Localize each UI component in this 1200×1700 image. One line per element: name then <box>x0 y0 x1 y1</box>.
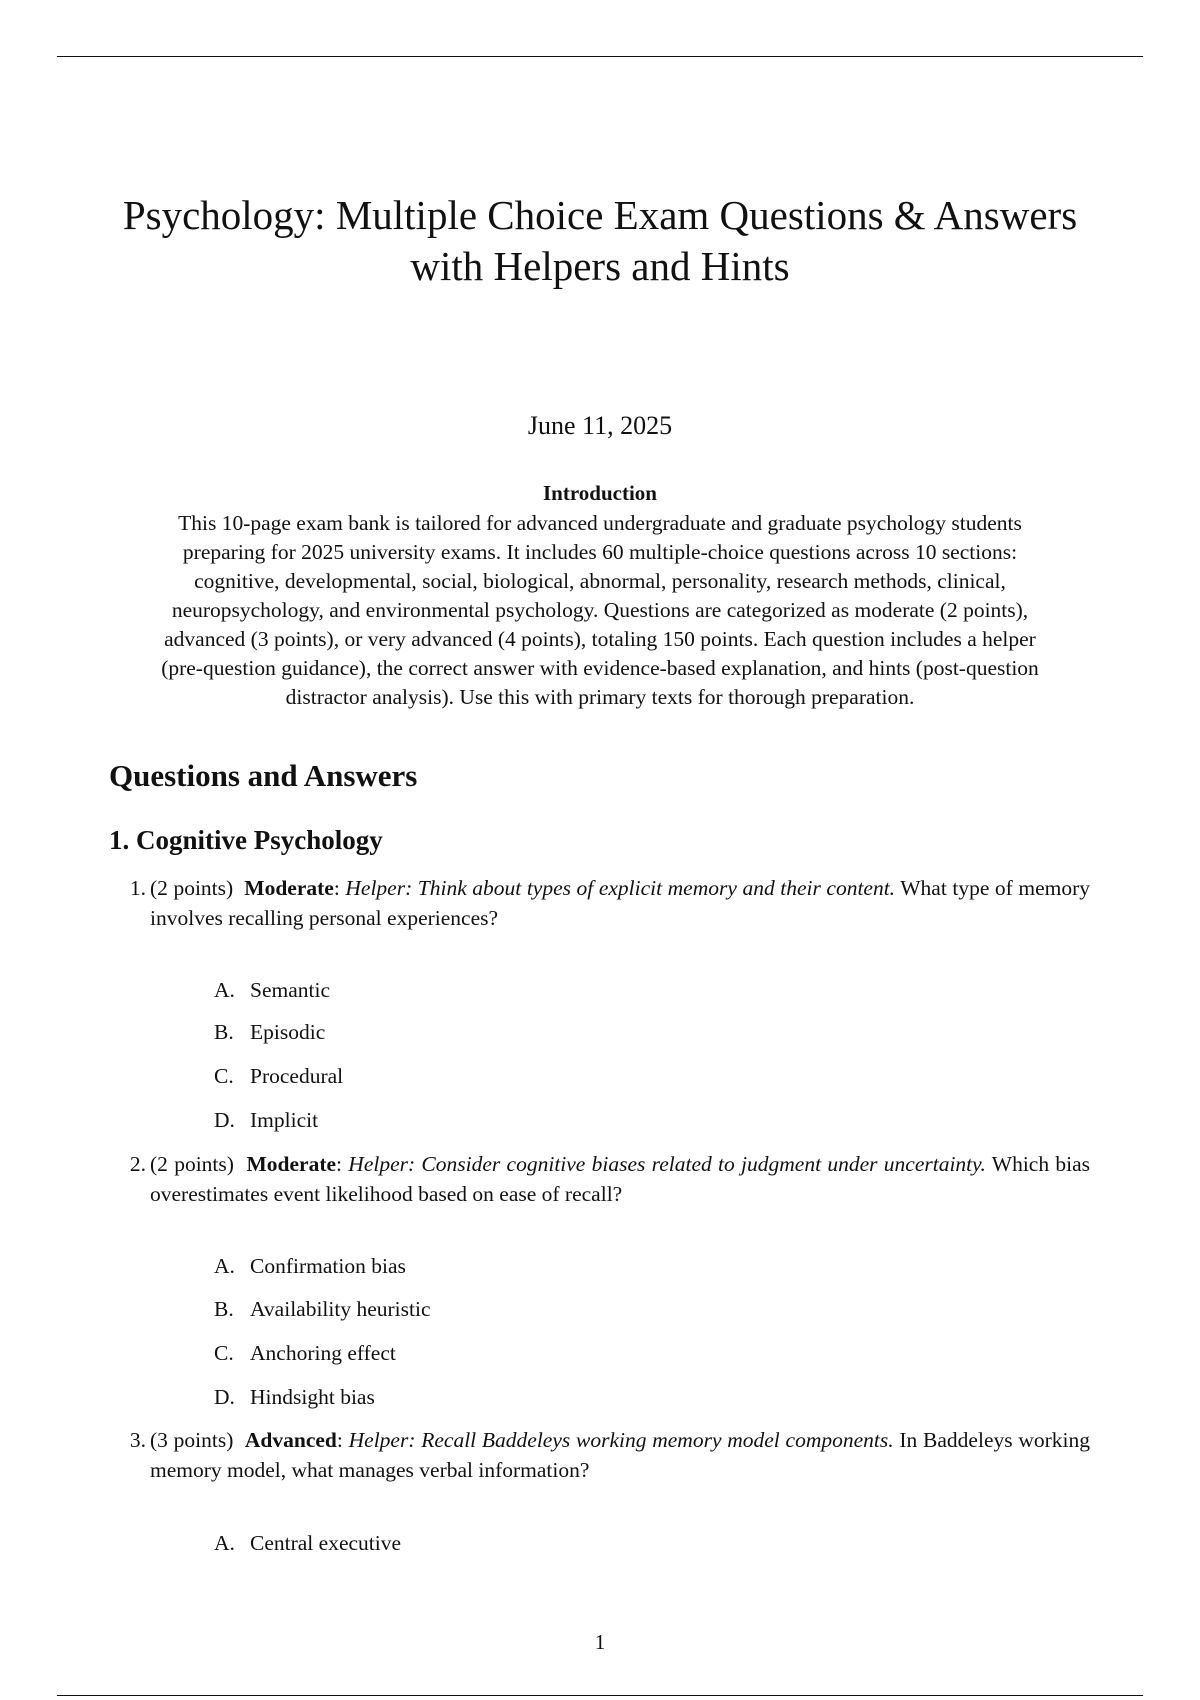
question-number: 2. <box>129 1152 146 1176</box>
question-points: (3 points) <box>150 1428 234 1452</box>
option-text: Procedural <box>250 1064 344 1088</box>
question-points: (2 points) <box>150 876 234 900</box>
page-number: 1 <box>594 1630 606 1654</box>
option-text: Confirmation bias <box>250 1254 406 1278</box>
question-text: What type of memory involves recalling personal experiences? <box>150 876 1091 930</box>
document-date: June 11, 2025 <box>527 411 673 440</box>
option-item <box>214 1338 396 1368</box>
question-level: Moderate <box>246 1152 337 1176</box>
question-points: (2 points) <box>150 1152 234 1176</box>
title-line-1: Psychology: Multiple Choice Exam Questions & Answers <box>122 192 1078 238</box>
option-item <box>214 1105 318 1135</box>
question-level: Moderate <box>244 876 334 900</box>
option-letter: A. <box>214 1531 235 1555</box>
top-rule <box>57 56 1143 57</box>
option-item <box>214 1528 401 1558</box>
option-text: Implicit <box>250 1108 319 1132</box>
option-text: Episodic <box>250 1020 326 1044</box>
question-number: 3. <box>129 1428 146 1452</box>
title-line-2: with Helpers and Hints <box>410 243 790 289</box>
option-letter: B. <box>214 1297 234 1321</box>
option-item <box>214 1061 343 1091</box>
introduction-line: This 10-page exam bank is tailored for advanced undergraduate and graduate psychology students <box>178 511 1022 535</box>
option-item <box>214 1382 375 1412</box>
option-item <box>214 1017 325 1047</box>
introduction-line: neuropsychology, and environmental psychology. Questions are categorized as moderate (2 points), <box>171 598 1029 622</box>
introduction-line: distractor analysis). Use this with primary texts for thorough preparation. <box>285 685 915 709</box>
question-helper: Helper: Recall Baddeleys working memory model components. <box>348 1428 894 1452</box>
introduction-line: cognitive, developmental, social, biological, abnormal, personality, research methods, clinical, <box>194 569 1006 593</box>
option-text: Availability heuristic <box>250 1297 431 1321</box>
bottom-rule <box>57 1695 1143 1696</box>
section-title: Questions and Answers <box>109 758 418 793</box>
introduction-heading: Introduction <box>543 481 657 505</box>
option-letter: A. <box>214 978 235 1002</box>
option-letter: C. <box>214 1064 234 1088</box>
question-number: 1. <box>129 876 146 900</box>
introduction-line: advanced (3 points), or very advanced (4 points), totaling 150 points. Each question includes a helper <box>164 627 1036 651</box>
question-helper: Helper: Think about types of explicit memory and their content. <box>345 876 896 900</box>
option-item <box>214 1294 431 1324</box>
question-text: Which bias overestimates event likelihood based on ease of recall? <box>150 1152 1091 1206</box>
introduction-line: preparing for 2025 university exams. It includes 60 multiple-choice questions across 10 sections: <box>182 540 1018 564</box>
question-2: 2. (2 points) Moderate: Helper: Consider cognitive biases related to judgment under uncertainty. Which bias overestimates event likelihood based on ease of recall? <box>150 1149 1090 1209</box>
option-item <box>214 975 330 1005</box>
question-3: 3. (3 points) Advanced: Helper: Recall Baddeleys working memory model components. In Baddeleys working memory model, what manages verbal information? <box>150 1425 1090 1485</box>
question-level: Advanced <box>244 1428 337 1452</box>
question-helper: Helper: Consider cognitive biases related to judgment under uncertainty. <box>348 1152 986 1176</box>
option-item <box>214 1251 406 1281</box>
option-letter: D. <box>214 1385 235 1409</box>
subsection-title: 1. Cognitive Psychology <box>109 825 383 855</box>
option-letter: C. <box>214 1341 234 1365</box>
option-letter: D. <box>214 1108 235 1132</box>
document-title <box>100 190 1100 292</box>
question-1: 1. (2 points) Moderate: Helper: Think about types of explicit memory and their content. What type of memory involves recalling personal experiences? <box>150 873 1090 933</box>
option-text: Hindsight bias <box>250 1385 375 1409</box>
option-text: Semantic <box>250 978 331 1002</box>
option-text: Anchoring effect <box>250 1341 396 1365</box>
option-letter: B. <box>214 1020 234 1044</box>
introduction-line: (pre-question guidance), the correct answer with evidence-based explanation, and hints (post-question <box>161 656 1039 680</box>
question-text: In Baddeleys working memory model, what manages verbal information? <box>150 1428 1091 1482</box>
option-letter: A. <box>214 1254 235 1278</box>
option-text: Central executive <box>250 1531 402 1555</box>
introduction-body <box>100 509 1100 712</box>
